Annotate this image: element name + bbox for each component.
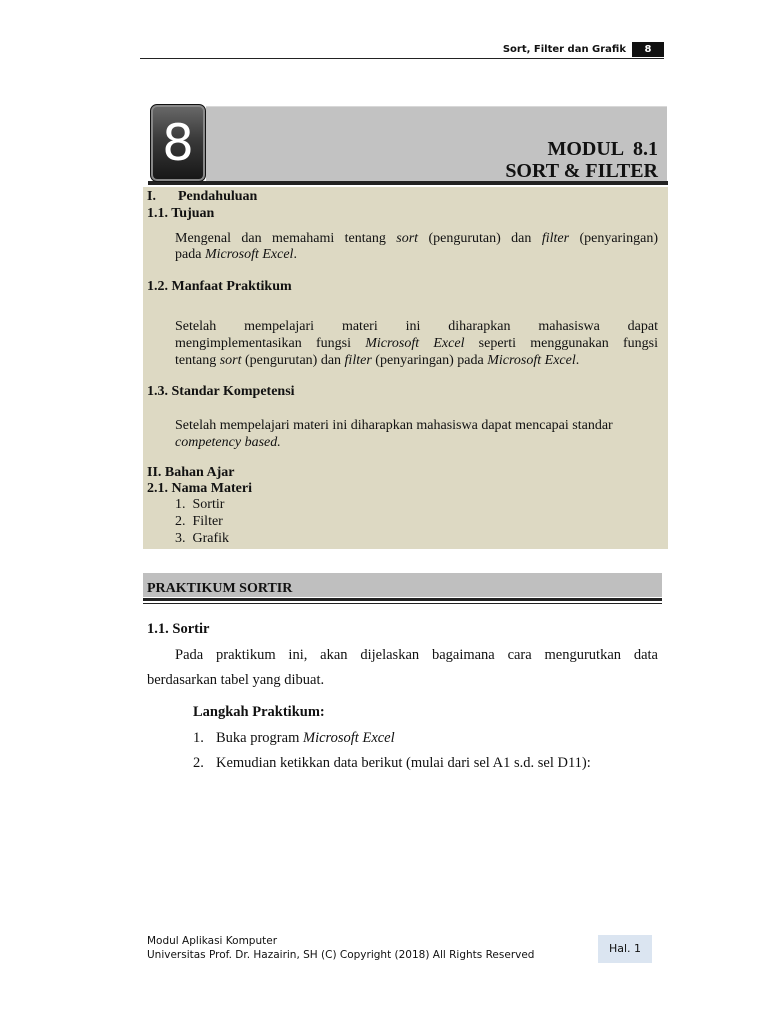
subsection-1-3-title: 1.3. Standar Kompetensi bbox=[147, 384, 295, 399]
text-italic: filter bbox=[344, 353, 372, 368]
step-1-text bbox=[216, 730, 395, 747]
text: seperti menggunakan fungsi bbox=[464, 336, 658, 351]
section-1-heading bbox=[147, 189, 257, 206]
section-1-number: I. bbox=[147, 189, 156, 204]
text-italic: Microsoft Excel bbox=[487, 353, 576, 368]
praktikum-header-title: PRAKTIKUM SORTIR bbox=[147, 581, 293, 596]
step-2-number: 2. bbox=[193, 755, 204, 771]
chapter-badge-number: 8 bbox=[162, 114, 194, 172]
running-header-page-number: 8 bbox=[632, 42, 664, 57]
langkah-title: Langkah Praktikum: bbox=[193, 704, 325, 720]
sortir-paragraph-line-2: berdasarkan tabel yang dibuat. bbox=[147, 672, 325, 688]
running-header-title: Sort, Filter dan Grafik bbox=[502, 44, 626, 55]
step-1-number: 1. bbox=[193, 730, 204, 746]
footer-line-1: Modul Aplikasi Komputer bbox=[147, 935, 278, 947]
text-italic: filter bbox=[541, 231, 570, 246]
praktikum-header-bar bbox=[143, 573, 662, 597]
chapter-badge bbox=[150, 104, 206, 182]
text: (pengurutan) dan bbox=[241, 353, 345, 368]
running-header bbox=[140, 42, 664, 59]
praktikum-rule-thick bbox=[143, 598, 662, 601]
text: . bbox=[293, 247, 297, 262]
manfaat-line-3 bbox=[175, 353, 579, 370]
section-2-title: II. Bahan Ajar bbox=[147, 465, 235, 480]
footer-page-label: Hal. 1 bbox=[598, 935, 652, 963]
tujuan-line-1 bbox=[175, 231, 658, 248]
text: (penyaringan) bbox=[569, 231, 658, 246]
text: Mengenal dan memahami tentang bbox=[175, 231, 397, 246]
tujuan-line-2 bbox=[175, 247, 297, 264]
kompetensi-line-2: competency based. bbox=[175, 435, 281, 450]
text-italic: sort bbox=[219, 353, 242, 368]
subsection-2-1-title: 2.1. Nama Materi bbox=[147, 481, 252, 496]
materi-item-2: 2. Filter bbox=[175, 514, 223, 529]
manfaat-line-1: Setelah mempelajari materi ini diharapkan mahasiswa dapat bbox=[175, 319, 658, 334]
section-1-title: Pendahuluan bbox=[177, 189, 258, 204]
module-title-line2: SORT & FILTER bbox=[505, 160, 658, 182]
text-italic: Microsoft Excel bbox=[204, 247, 294, 262]
text: (penyaringan) pada bbox=[371, 353, 488, 368]
manfaat-line-2 bbox=[175, 336, 658, 353]
subsection-1-1-title: 1.1. Tujuan bbox=[147, 206, 215, 221]
footer-line-2: Universitas Prof. Dr. Hazairin, SH (C) Copyright (2018) All Rights Reserved bbox=[147, 949, 535, 961]
module-title-line1: MODUL 8.1 bbox=[547, 138, 658, 160]
praktikum-rule-thin bbox=[143, 603, 662, 604]
text: Buka program bbox=[216, 730, 303, 746]
sortir-title: 1.1. Sortir bbox=[147, 621, 210, 637]
text-italic: sort bbox=[396, 231, 419, 246]
text-italic: Microsoft Excel bbox=[365, 336, 465, 351]
text: (pengurutan) dan bbox=[418, 231, 542, 246]
footer bbox=[147, 934, 534, 962]
kompetensi-line-1: Setelah mempelajari materi ini diharapkan mahasiswa dapat mencapai standar bbox=[175, 418, 613, 433]
sortir-paragraph-line-1: Pada praktikum ini, akan dijelaskan bagaimana cara mengurutkan data bbox=[175, 647, 658, 663]
text: pada bbox=[175, 247, 205, 262]
text: tentang bbox=[175, 353, 220, 368]
step-2-text: Kemudian ketikkan data berikut (mulai dari sel A1 s.d. sel D11): bbox=[216, 755, 591, 771]
text: mengimplementasikan fungsi bbox=[175, 336, 366, 351]
text: . bbox=[575, 353, 580, 368]
subsection-1-2-title: 1.2. Manfaat Praktikum bbox=[147, 279, 292, 294]
module-title bbox=[505, 138, 658, 182]
text-italic: Microsoft Excel bbox=[302, 730, 395, 746]
materi-item-1: 1. Sortir bbox=[175, 497, 225, 512]
materi-item-3: 3. Grafik bbox=[175, 531, 230, 546]
